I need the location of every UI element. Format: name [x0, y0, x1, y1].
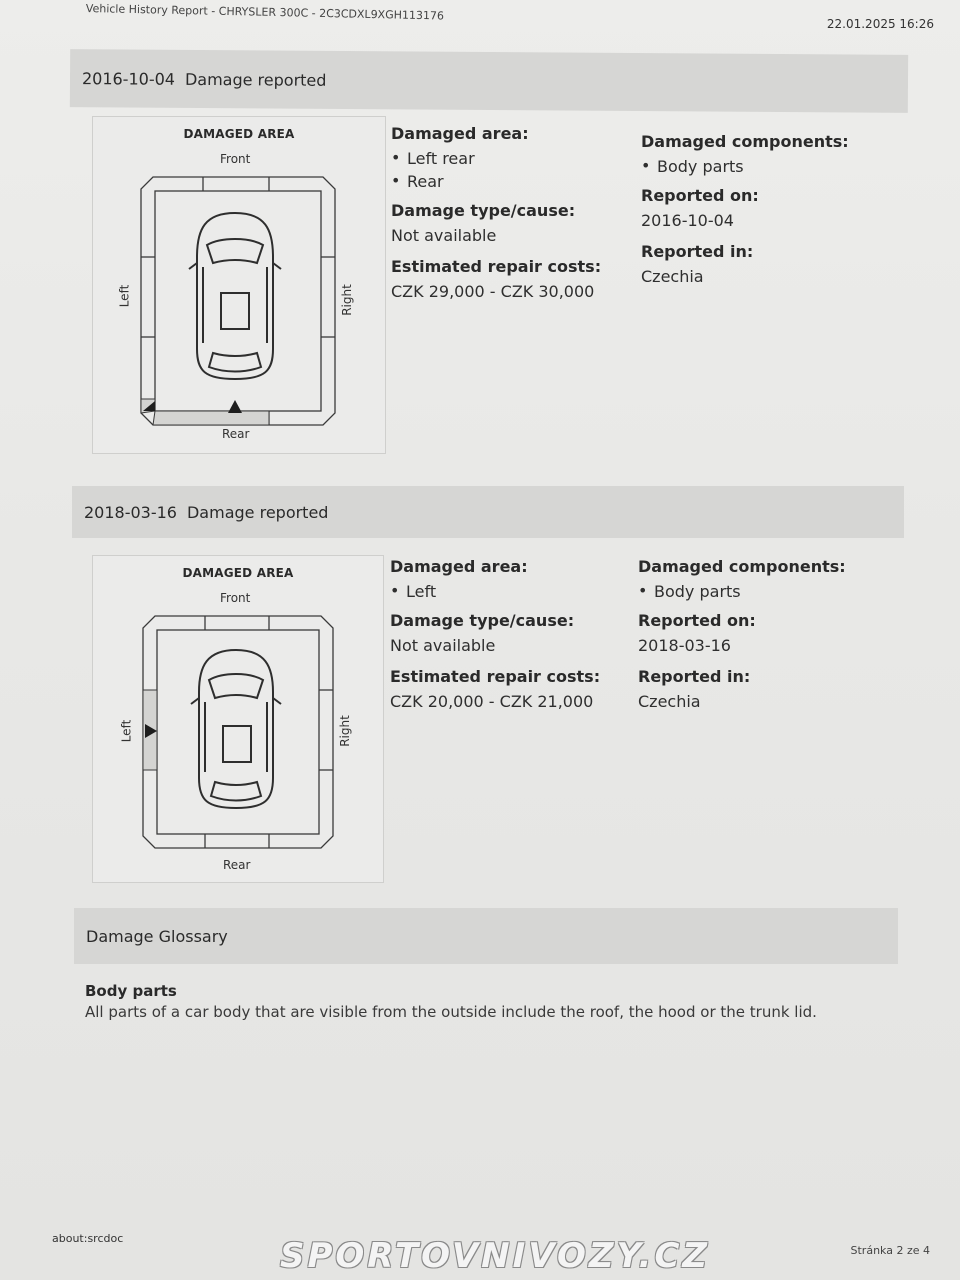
reported-in-label: Reported in:	[641, 242, 754, 261]
reported-in-value: Czechia	[638, 692, 701, 711]
damaged-area-label: Damaged area:	[390, 557, 528, 576]
list-item: • Left rear	[391, 149, 621, 168]
diagram-left-label: Left	[119, 719, 134, 743]
components-label: Damaged components:	[641, 132, 849, 151]
record-2-heading: Damage reported	[186, 502, 329, 522]
list-item: • Rear	[391, 172, 621, 191]
damage-type-value: Not available	[390, 636, 496, 655]
list-item: • Left	[390, 582, 620, 601]
repair-costs-label: Estimated repair costs:	[391, 257, 602, 276]
glossary-header	[74, 908, 898, 964]
diagram-rear-label: Rear	[223, 858, 251, 872]
glossary-term: Body parts	[85, 982, 177, 1000]
diagram-title: DAMAGED AREA	[182, 566, 294, 580]
record-2-components-column	[638, 557, 858, 723]
list-item: • Body parts	[641, 157, 861, 176]
repair-costs-label: Estimated repair costs:	[390, 667, 601, 686]
damage-type-label: Damage type/cause:	[391, 201, 576, 220]
damage-type-label: Damage type/cause:	[390, 611, 575, 630]
footer-source: about:srcdoc	[52, 1232, 124, 1245]
reported-in-label: Reported in:	[638, 667, 751, 686]
damaged-area-label: Damaged area:	[391, 124, 529, 143]
reported-on-label: Reported on:	[638, 611, 756, 630]
damaged-area-list	[391, 149, 621, 191]
diagram-front-label: Front	[220, 152, 251, 166]
reported-on-label: Reported on:	[641, 186, 759, 205]
glossary-heading: Damage Glossary	[86, 926, 228, 946]
diagram-left-label: Left	[117, 284, 132, 308]
footer-page-number: Stránka 2 ze 4	[850, 1244, 930, 1257]
record-1-damage-diagram	[92, 116, 386, 454]
record-2-date: 2018-03-16	[84, 502, 177, 522]
damaged-area-list	[390, 582, 620, 601]
reported-in-value: Czechia	[641, 267, 704, 286]
components-label: Damaged components:	[638, 557, 846, 576]
record-1-date: 2016-10-04	[81, 68, 176, 89]
list-item: • Body parts	[638, 582, 858, 601]
diagram-front-label: Front	[220, 591, 251, 605]
diagram-title: DAMAGED AREA	[183, 127, 295, 141]
record-2-damage-diagram	[92, 555, 384, 883]
record-2-header	[72, 486, 904, 538]
glossary-definition: All parts of a car body that are visible from the outside include the roof, the hood or the trunk lid.	[85, 1003, 817, 1021]
record-1-heading: Damage reported	[184, 69, 327, 90]
print-datetime: 22.01.2025 16:26	[826, 17, 934, 31]
diagram-right-label: Right	[339, 284, 354, 316]
components-list	[641, 157, 861, 176]
record-1-components-column	[641, 132, 861, 298]
diagram-rear-label: Rear	[222, 427, 250, 441]
repair-costs-value: CZK 29,000 - CZK 30,000	[391, 282, 595, 301]
damage-type-value: Not available	[391, 226, 497, 245]
record-1-area-column	[391, 124, 621, 313]
record-1-header	[70, 49, 908, 113]
components-list	[638, 582, 858, 601]
reported-on-value: 2016-10-04	[641, 211, 734, 230]
car-diagram-1	[93, 117, 385, 453]
record-2-area-column	[390, 557, 620, 723]
watermark: SPORTOVNIVOZY.CZ	[280, 1236, 711, 1276]
reported-on-value: 2018-03-16	[638, 636, 731, 655]
diagram-right-label: Right	[337, 715, 352, 747]
repair-costs-value: CZK 20,000 - CZK 21,000	[390, 692, 594, 711]
report-title: Vehicle History Report - CHRYSLER 300C - 2C3CDXL9XGH113176	[85, 2, 445, 23]
car-diagram-2	[93, 556, 383, 882]
